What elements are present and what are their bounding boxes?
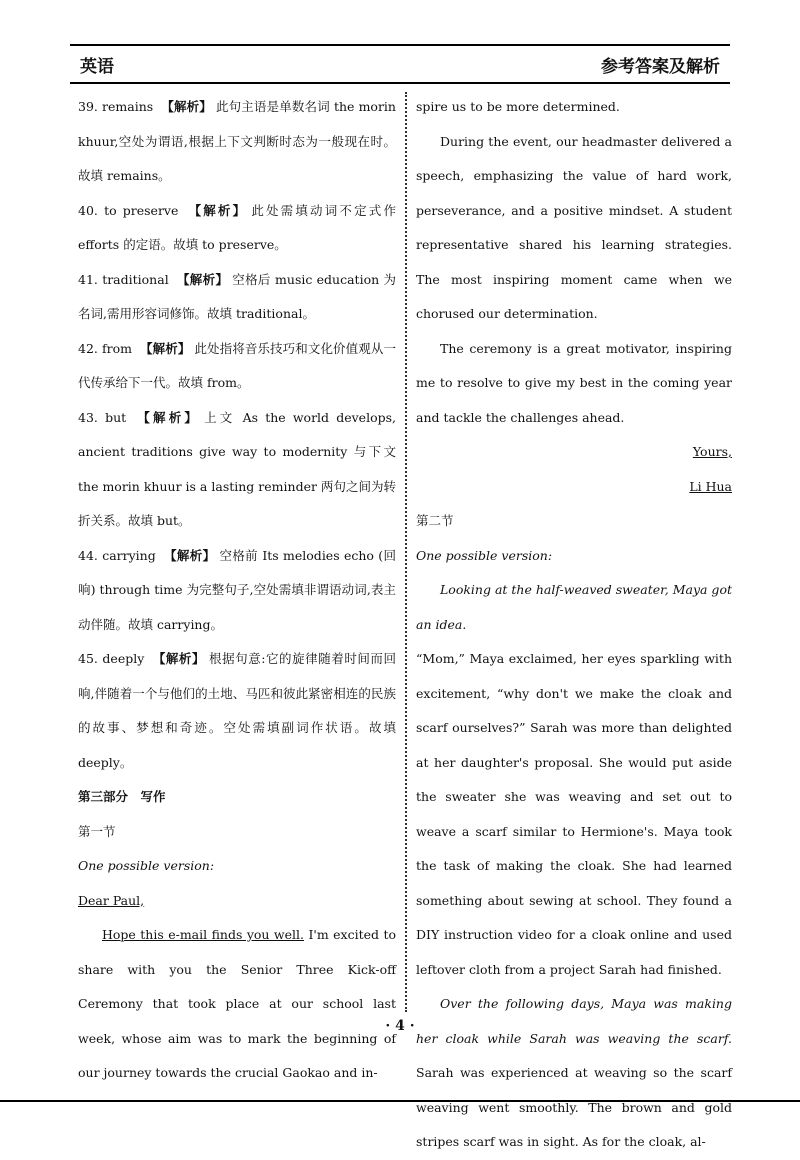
item-explanation: 此句主语是单数名词 the morin khuur,空处为谓语,根据上下文判断时态为一般现在时。故填 remains。 — [78, 99, 396, 183]
item-explanation: 此处需填动词不定式作 efforts 的定语。故填 to preserve。 — [78, 202, 396, 252]
item-explanation: 此处指将音乐技巧和文化价值观从一代传承给下一代。故填 from。 — [78, 340, 396, 390]
analysis-tag: 【解析】 — [140, 340, 191, 356]
item-number: 41. — [78, 271, 98, 287]
answer-item-41 — [78, 263, 396, 332]
letter-signature: Li Hua — [689, 478, 732, 494]
story-paragraph: Looking at the half-weaved sweater, Maya got an idea. — [416, 582, 732, 632]
answer-item-39 — [78, 90, 396, 194]
analysis-tag: 【解析】 — [176, 271, 229, 287]
answer-item-43 — [78, 401, 396, 539]
left-column — [78, 90, 396, 1091]
item-answer: from — [101, 340, 132, 356]
letter-body-text: I'm excited to share with you the Senior Three Kick-off Ceremony that took place at our school last week, whose aim was to mark the beginning of our journey towards the crucial Gaokao and in- — [78, 927, 396, 1080]
letter-paragraph-continued: spire us to be more determined. — [416, 99, 620, 114]
column-divider — [405, 92, 407, 1012]
answer-item-42 — [78, 332, 396, 401]
answer-item-40 — [78, 194, 396, 263]
letter-paragraph: During the event, our headmaster delivered a speech, emphasizing the value of hard work, perseverance, and a positive mindset. A student representative shared his learning strategies. The most inspiring moment came when we chorused our determination. — [416, 133, 732, 321]
item-answer: deeply — [102, 651, 145, 666]
part-title: 第三部分 写作 — [78, 789, 166, 804]
footer-rule — [0, 1100, 800, 1102]
analysis-tag: 【解析】 — [152, 651, 206, 666]
letter-opening: Hope this e-mail finds you well. — [102, 927, 304, 942]
analysis-tag: 【解析】 — [164, 547, 216, 563]
item-number: 43. — [78, 409, 98, 425]
story-topic-sentence: Over the following days, Maya was making her cloak while Sarah was weaving the scarf. — [416, 996, 732, 1046]
section-title: 第二节 — [416, 513, 454, 528]
possible-version-label: One possible version: — [78, 858, 215, 873]
possible-version-label: One possible version: — [416, 547, 553, 563]
story-paragraph — [416, 987, 732, 1160]
right-column — [416, 90, 732, 1160]
item-explanation: 根据句意:它的旋律随着时间而回响,伴随着一个与他们的土地、马匹和彼此紧密相连的民族的故事、梦想和奇迹。空处需填副词作状语。故填 deeply。 — [78, 651, 396, 770]
header-subject: 英语 — [80, 57, 114, 77]
item-number: 45. — [78, 651, 98, 666]
header-rule-bottom — [70, 82, 730, 84]
item-number: 42. — [78, 340, 98, 356]
analysis-tag: 【解析】 — [137, 409, 201, 425]
analysis-tag: 【解析】 — [188, 202, 248, 218]
analysis-tag: 【解析】 — [161, 99, 212, 114]
letter-paragraph — [78, 918, 396, 1091]
item-explanation: 空格后 music education 为名词,需用形容词修饰。故填 traditional。 — [78, 271, 396, 321]
item-answer: to preserve — [104, 202, 179, 218]
page-number: · 4 · — [385, 1018, 415, 1034]
letter-paragraph: The ceremony is a great motivator, inspiring me to resolve to give my best in the coming year and tackle the challenges ahead. — [416, 340, 732, 425]
letter-salutation: Dear Paul, — [78, 892, 145, 908]
answer-item-45 — [78, 642, 396, 780]
section-title: 第一节 — [78, 823, 116, 839]
item-explanation: 空格前 Its melodies echo (回响) through time 为完整句子,空处需填非谓语动词,表主动伴随。故填 carrying。 — [78, 547, 396, 632]
item-answer: but — [105, 409, 127, 425]
item-answer: traditional — [102, 271, 169, 287]
item-answer: carrying — [102, 547, 156, 563]
letter-closing: Yours, — [692, 444, 732, 459]
item-explanation: 上文 As the world develops, ancient traditions give way to modernity 与下文 the morin khuur is a lasting reminder 两句之间为转折关系。故填 but。 — [78, 409, 396, 528]
story-paragraph: “Mom,” Maya exclaimed, her eyes sparkling with excitement, “why don't we make the cloak and scarf ourselves?” Sarah was more than delighted at her daughter's proposal. She would put aside the sweater she was weaving and set out to weave a scarf similar to Hermione's. Maya took the task of making the cloak. She had learned something about sewing at school. They found a DIY instruction video for a cloak online and used leftover cloth from a project Sarah had finished. — [416, 651, 732, 977]
item-number: 39. — [78, 99, 98, 114]
item-answer: remains — [102, 99, 154, 114]
story-body-text: Sarah was experienced at weaving so the scarf weaving went smoothly. The brown and gold stripes scarf was in sight. As for the cloak, al- — [416, 1065, 732, 1149]
answer-item-44 — [78, 539, 396, 643]
header-section-title: 参考答案及解析 — [601, 57, 720, 77]
item-number: 40. — [78, 202, 98, 218]
header-rule-top — [70, 44, 730, 46]
item-number: 44. — [78, 547, 98, 563]
